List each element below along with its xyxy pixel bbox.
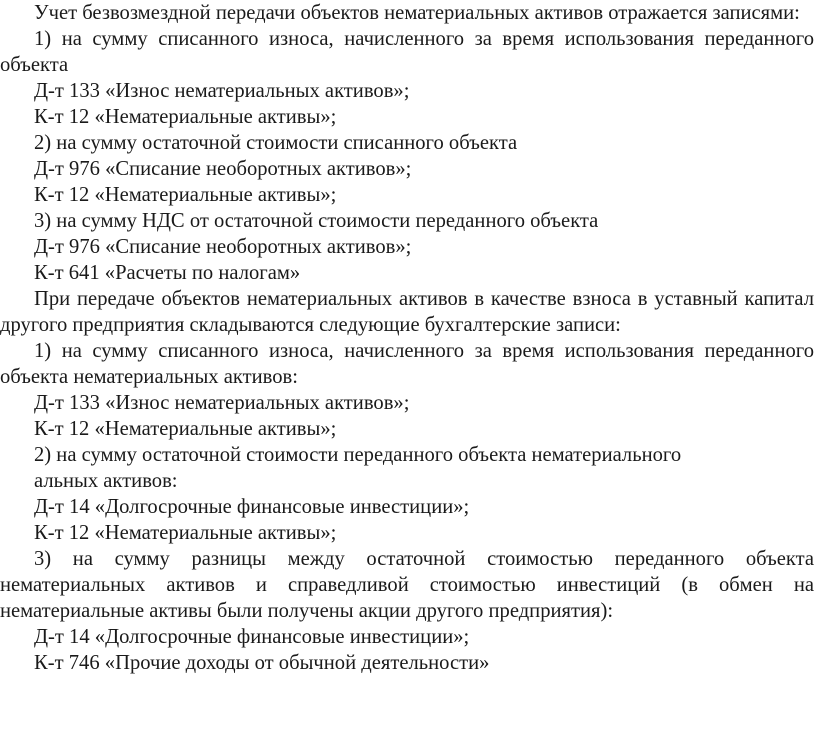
entry-debit-976: Д-т 976 «Списание необоротных активов»;: [34, 158, 412, 180]
entry-debit-133: Д-т 133 «Износ нематериальных активов»;: [34, 392, 410, 414]
entry-debit-14: Д-т 14 «Долгосрочные финансовые инвестиции»;: [34, 626, 470, 648]
entry-credit-12: К-т 12 «Нематериальные активы»;: [34, 522, 337, 544]
entry-credit-746: К-т 746 «Прочие доходы от обычной деятельности»: [34, 652, 490, 674]
entry-credit-12: К-т 12 «Нематериальные активы»;: [34, 184, 337, 206]
paragraph-contribution-item-1: 1) на сумму списанного износа, начисленного за время использования переданного объекта нематериальных активов:: [0, 340, 814, 388]
paragraph-item-2: 2) на сумму остаточной стоимости списанного объекта: [34, 132, 518, 154]
entry-credit-641: К-т 641 «Расчеты по налогам»: [34, 262, 301, 284]
entry-credit-12: К-т 12 «Нематериальные активы»;: [34, 418, 337, 440]
paragraph-item-3: 3) на сумму НДС от остаточной стоимости переданного объекта: [34, 210, 599, 232]
paragraph-contribution-item-2-continued: альных активов:: [34, 470, 178, 492]
entry-debit-133: Д-т 133 «Износ нематериальных активов»;: [34, 80, 410, 102]
entry-debit-14: Д-т 14 «Долгосрочные финансовые инвестиции»;: [34, 496, 470, 518]
paragraph-contribution-intro: При передаче объектов нематериальных активов в качестве взноса в уставный капитал другого предприятия складываются следующие бухгалтерские записи:: [0, 288, 814, 336]
paragraph-intro: Учет безвозмездной передачи объектов нематериальных активов отражается записями:: [34, 2, 800, 24]
entry-debit-976: Д-т 976 «Списание необоротных активов»;: [34, 236, 412, 258]
paragraph-contribution-item-2: 2) на сумму остаточной стоимости переданного объекта нематериального: [34, 444, 682, 466]
paragraph-contribution-item-3: 3) на сумму разницы между остаточной стоимостью переданного объекта нематериальных активов и справедливой стоимостью инвестиций (в обмен на нематериальные активы были получены акции другого предприятия):: [0, 548, 814, 622]
entry-credit-12: К-т 12 «Нематериальные активы»;: [34, 106, 337, 128]
paragraph-item-1: 1) на сумму списанного износа, начисленного за время использования переданного объекта: [0, 28, 814, 76]
